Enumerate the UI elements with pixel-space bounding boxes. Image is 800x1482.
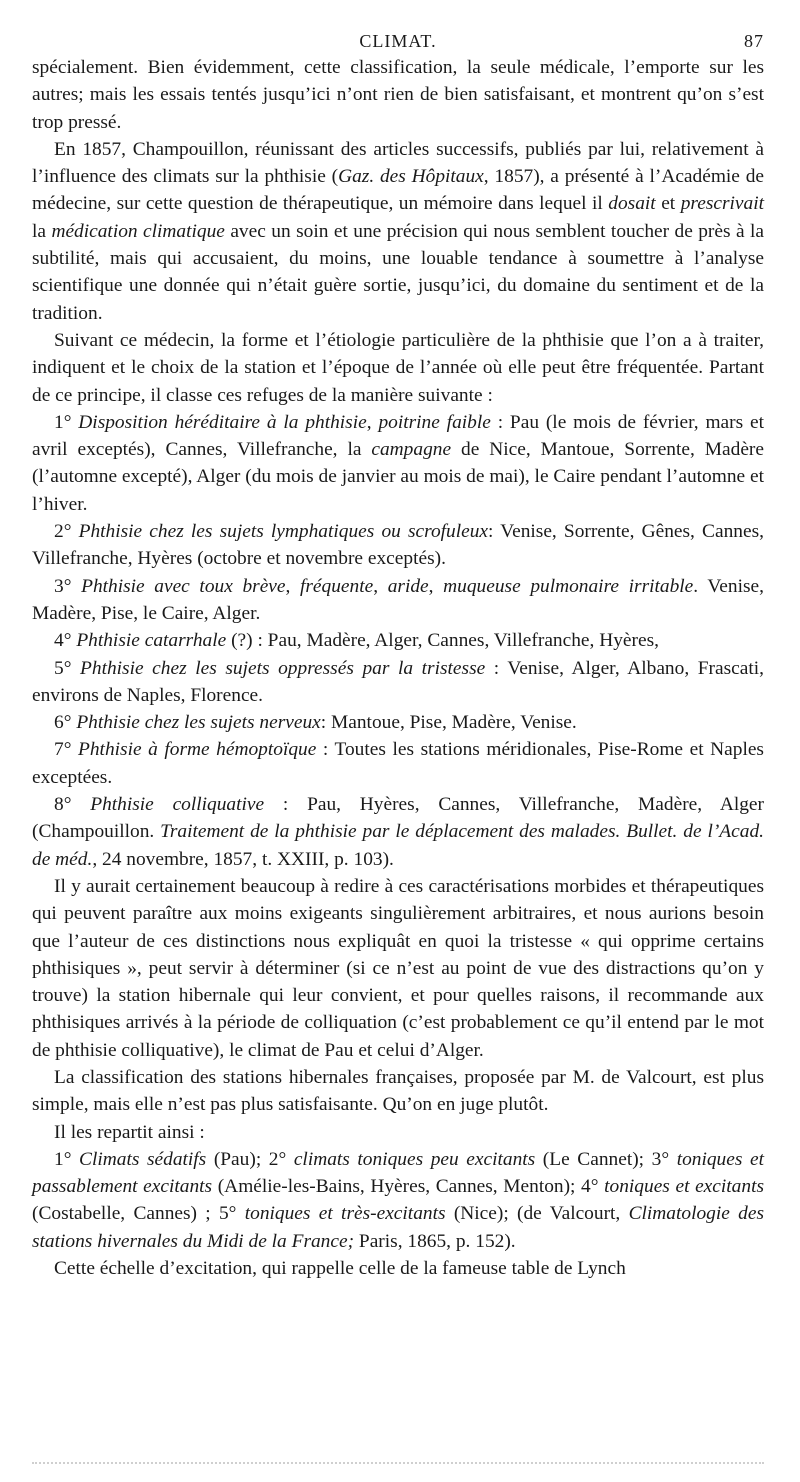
text-run: 7°	[54, 739, 79, 761]
text-run: Il les repartit ainsi :	[54, 1121, 205, 1143]
italic-text-run: fréquente	[300, 575, 374, 597]
italic-text-run: Phthisie catarrhale	[76, 630, 227, 652]
text-run: ,	[366, 411, 379, 433]
text-run: En 1857, Champouillon, réunissant des articles successifs, publiés par lui, relativement à l’influence des climats sur la phthisie (	[32, 138, 764, 188]
text-run: ,	[373, 575, 388, 597]
paragraph-p13	[32, 1064, 764, 1119]
italic-text-run: climats toniques peu excitants	[293, 1148, 536, 1170]
italic-text-run: toniques et passablement excitants	[32, 1148, 764, 1198]
text-run: avec un soin et une précision qui nous semblent toucher de près à la subtilité, mais qui accusaient, du moins, une louable tendance à soumettre à l’analyse scientifique une donnée qui n’était guère sortie, jusqu’ici, du domaine du sentiment et de la tradition.	[32, 220, 765, 324]
paragraph-p1	[32, 54, 764, 136]
text-run: (Pau); 2°	[206, 1148, 294, 1170]
text-run: : Venise, Alger, Albano, Frascati, environs de Naples, Florence.	[32, 657, 764, 706]
text-run: Suivant ce médecin, la forme et l’étiologie particulière de la phthisie que l’on a à traiter, indiquent et le choix de la station et l’époque de l’année où elle peut être fréquentée. Partant de ce principe, il classe ces refuges de la manière suivante :	[32, 329, 764, 406]
text-run: (Costabelle, Cannes) ; 5°	[32, 1203, 245, 1225]
text-run: 2°	[54, 521, 79, 543]
text-run: Cette échelle d’excitation, qui rappelle celle de la fameuse table de Lynch	[54, 1258, 626, 1280]
paragraph-p8	[32, 655, 764, 710]
text-run: 1°	[54, 1148, 80, 1170]
italic-text-run: Phthisie chez les sujets nerveux	[76, 712, 321, 734]
paragraph-p7	[32, 627, 764, 654]
paragraph-p3	[32, 327, 764, 409]
paragraph-p14	[32, 1119, 764, 1146]
text-run: et	[655, 193, 681, 215]
body-text	[32, 54, 764, 1282]
paragraph-p10	[32, 736, 764, 791]
italic-text-run: Climats sédatifs	[79, 1148, 207, 1170]
paragraph-p6	[32, 573, 764, 628]
paragraph-p5	[32, 518, 764, 573]
italic-text-run: Phthisie chez les sujets lymphatiques ou scrofuleux	[78, 521, 489, 543]
text-run: (Nice); (de Valcourt,	[445, 1203, 629, 1225]
italic-text-run: campagne	[371, 439, 452, 461]
text-run: : Pau, Hyères, Cannes, Villefranche, Madère, Alger (Champouillon.	[32, 794, 764, 843]
italic-text-run: aride	[387, 575, 429, 597]
text-run: 6°	[54, 712, 77, 734]
paragraph-p15	[32, 1146, 764, 1255]
italic-text-run: Traitement de la phthisie par le déplacement des malades. Bullet. de l’Acad. de méd.	[32, 821, 764, 870]
text-run: spécialement. Bien évidemment, cette classification, la seule médicale, l’emporte sur les autres; mais les essais tentés jusqu’ici n’ont rien de bien satisfaisant, et montrent qu’on s’est trop pressé.	[32, 57, 764, 133]
italic-text-run: dosait	[608, 193, 656, 215]
italic-text-run: Phthisie chez les sujets oppressés par la tristesse	[80, 657, 486, 679]
paragraph-p2	[32, 136, 764, 327]
text-run: 4°	[54, 630, 77, 652]
italic-text-run: prescrivait	[680, 193, 764, 215]
text-run: : Venise, Sorrente, Gênes, Cannes, Villefranche, Hyères (octobre et novembre exceptés).	[32, 521, 764, 570]
text-run: 8°	[54, 794, 91, 816]
text-run: , 1857), a présenté à l’Académie de médecine, sur cette question de thérapeutique, un mémoire dans lequel il	[32, 166, 764, 215]
italic-text-run: Disposition héréditaire à la phthisie	[78, 411, 367, 433]
paragraph-p4	[32, 409, 764, 518]
italic-text-run: Phthisie colliquative	[90, 794, 265, 816]
text-run: de Nice, Mantoue, Sorrente, Madère (l’automne excepté), Alger (du mois de janvier au mois de mai), le Caire pendant l’automne et l’hiver.	[32, 439, 764, 515]
text-run: 5°	[54, 657, 81, 679]
paragraph-p12	[32, 873, 764, 1064]
text-run: . Venise, Madère, Pise, le Caire, Alger.	[32, 575, 764, 624]
text-run: (Le Cannet); 3°	[535, 1148, 677, 1170]
scan-artifact-line	[32, 1462, 764, 1468]
running-header	[32, 24, 764, 54]
text-run: ,	[285, 575, 300, 597]
text-run: Paris, 1865, p. 152).	[354, 1230, 516, 1252]
text-run: (?) : Pau, Madère, Alger, Cannes, Villefranche, Hyères,	[226, 630, 659, 652]
italic-text-run: Climatologie des stations hivernales du Midi de la France;	[32, 1203, 764, 1252]
running-title: CLIMAT.	[359, 31, 437, 51]
text-run: : Toutes les stations méridionales, Pise-Rome et Naples exceptées.	[32, 739, 764, 788]
paragraph-p9	[32, 709, 764, 736]
italic-text-run: toniques et très-excitants	[244, 1203, 446, 1225]
text-run: La classification des stations hibernales françaises, proposée par M. de Valcourt, est plus simple, mais elle n’est pas plus satisfaisante. Qu’on en juge plutôt.	[32, 1066, 764, 1116]
italic-text-run: Phthisie avec toux brève	[81, 575, 286, 597]
paragraph-p16	[32, 1255, 764, 1282]
text-run: ,	[428, 575, 444, 597]
text-run: 1°	[54, 411, 79, 433]
text-run: : Mantoue, Pise, Madère, Venise.	[320, 712, 577, 734]
text-run: la	[32, 220, 52, 242]
italic-text-run: Gaz. des Hôpitaux	[338, 166, 484, 188]
text-run: 3°	[54, 575, 82, 597]
italic-text-run: médication climatique	[51, 220, 225, 242]
italic-text-run: Phthisie à forme hémoptoïque	[78, 739, 317, 761]
italic-text-run: toniques et excitants	[604, 1176, 764, 1198]
text-run: , 24 novembre, 1857, t. XXIII, p. 103).	[92, 848, 394, 870]
italic-text-run: muqueuse pulmonaire irritable	[443, 575, 694, 597]
page-number: 87	[744, 31, 764, 51]
paragraph-p11	[32, 791, 764, 873]
text-run: (Amélie-les-Bains, Hyères, Cannes, Menton); 4°	[212, 1176, 605, 1198]
text-run: : Pau (le mois de février, mars et avril exceptés), Cannes, Villefranche, la	[32, 411, 764, 461]
italic-text-run: poitrine faible	[378, 411, 491, 433]
book-page	[32, 24, 764, 1282]
text-run: Il y aurait certainement beaucoup à redire à ces caractérisations morbides et thérapeutiques qui peuvent paraître aux moins exigeants singulièrement arbitraires, et nous aurions besoin que l’auteur de ces distinctions nous expliquât en quoi la tristesse « qui opprime certains phthisiques », peut servir à déterminer (si ce n’est au point de vue des distractions qu’on y trouve) la station hibernale qui leur convient, et pour quelles raisons, il recommande aux phthisiques arrivés à la période de colliquation (c’est probablement ce qu’il entend par le mot de phthisie colliquative), le climat de Pau et celui d’Alger.	[32, 875, 764, 1061]
